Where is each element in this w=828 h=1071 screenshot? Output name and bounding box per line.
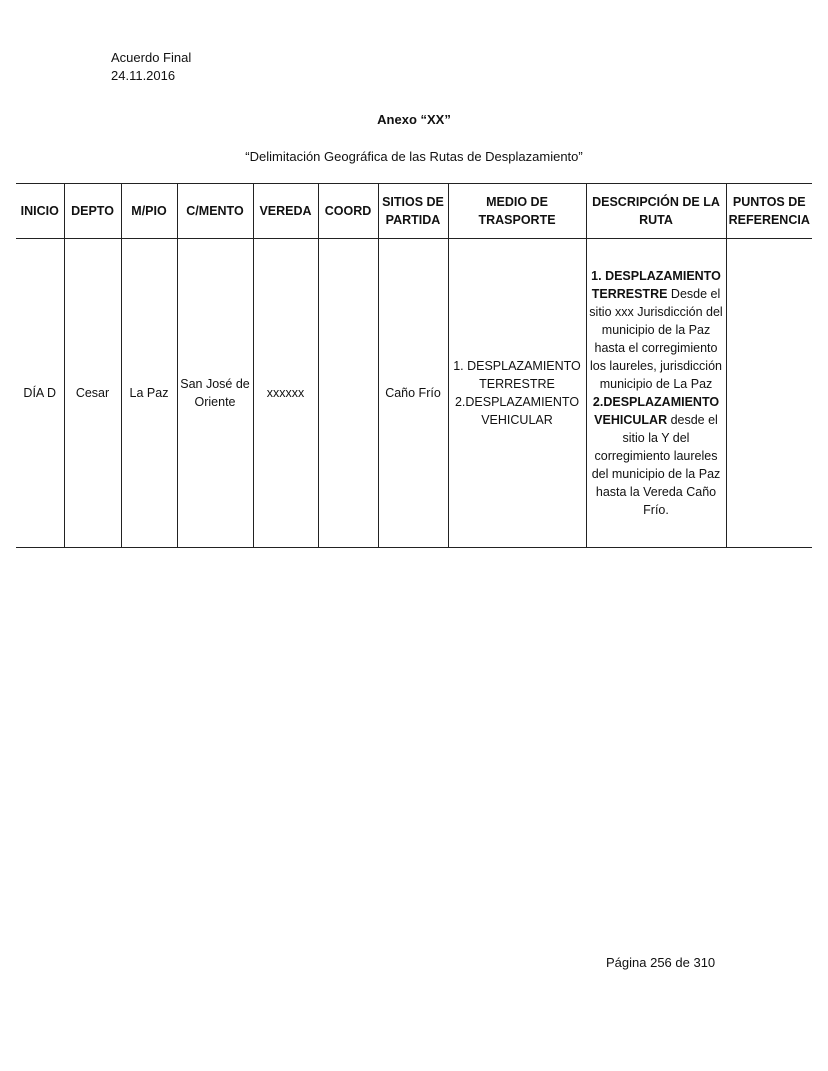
document-title: Acuerdo Final	[111, 50, 192, 65]
header-puntos: PUNTOS DE REFERENCIA	[726, 184, 812, 239]
header-vereda: VEREDA	[253, 184, 318, 239]
header-medio: MEDIO DE TRASPORTE	[448, 184, 586, 239]
document-header	[111, 49, 191, 85]
table-row	[16, 239, 812, 548]
header-inicio: INICIO	[16, 184, 64, 239]
cell-mpio: La Paz	[121, 239, 177, 548]
cell-puntos	[726, 239, 812, 548]
header-descripcion: DESCRIPCIÓN DE LA RUTA	[586, 184, 726, 239]
annex-subtitle: “Delimitación Geográfica de las Rutas de Desplazamiento”	[245, 149, 583, 164]
header-sitios: SITIOS DE PARTIDA	[378, 184, 448, 239]
cell-cmento: San José de Oriente	[177, 239, 253, 548]
cell-coord	[318, 239, 378, 548]
medio-item-1: 1. DESPLAZAMIENTO TERRESTRE	[453, 359, 581, 391]
desc-label-1: 1. DESPLAZAMIENTO TERRESTRE	[591, 269, 721, 301]
cell-depto: Cesar	[64, 239, 121, 548]
annex-title: Anexo “XX”	[377, 112, 451, 127]
document-date: 24.11.2016	[111, 68, 176, 83]
desc-text-2: desde el sitio la Y del corregimiento laureles del municipio de la Paz hasta la Vereda Caño Frío.	[591, 413, 721, 517]
desc-label-2: 2.DESPLAZAMIENTO VEHICULAR	[592, 395, 720, 427]
page-number: Página 256 de 310	[606, 955, 716, 970]
routes-table	[16, 183, 812, 548]
header-coord: COORD	[318, 184, 378, 239]
cell-sitios: Caño Frío	[378, 239, 448, 548]
header-depto: DEPTO	[64, 184, 121, 239]
cell-inicio: DÍA D	[16, 239, 64, 548]
header-cmento: C/MENTO	[177, 184, 253, 239]
cell-descripcion	[586, 239, 726, 548]
cell-vereda: xxxxxx	[253, 239, 318, 548]
table-header-row	[16, 184, 812, 239]
cell-medio	[448, 239, 586, 548]
medio-item-2: 2.DESPLAZAMIENTO VEHICULAR	[454, 395, 580, 427]
desc-text-1: Desde el sitio xxx Jurisdicción del municipio de la Paz hasta el corregimiento los laureles, jurisdicción municipio de La Paz	[589, 287, 723, 391]
header-mpio: M/PIO	[121, 184, 177, 239]
